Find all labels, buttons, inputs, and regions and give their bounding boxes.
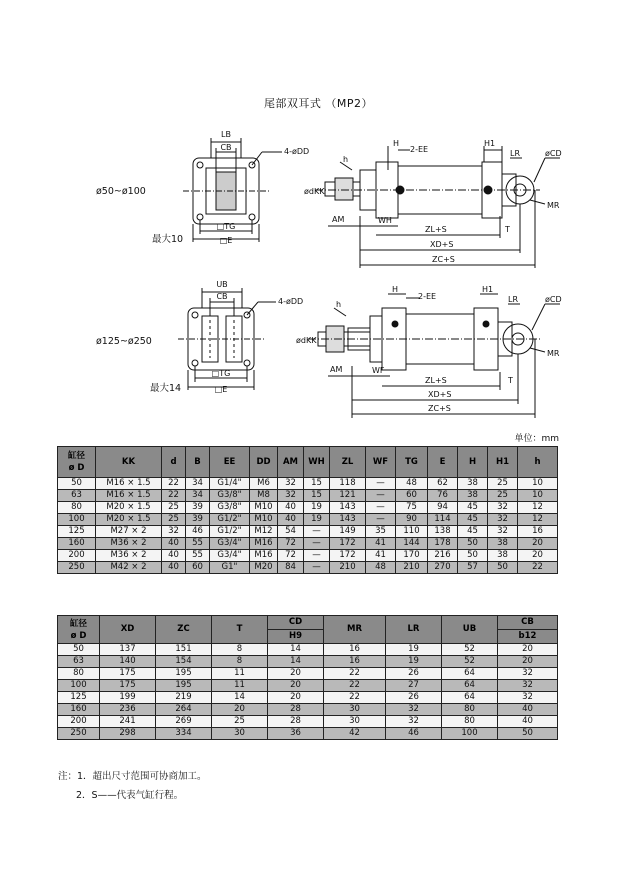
label-lb: LB: [221, 130, 231, 139]
table-cell: 30: [212, 728, 268, 740]
table-cell: 38: [458, 478, 488, 490]
table-cell: 50: [458, 538, 488, 550]
table2-header: LR: [386, 616, 442, 644]
table-cell: 48: [396, 478, 428, 490]
table-cell: —: [304, 538, 330, 550]
table-cell: 100: [442, 728, 498, 740]
table-cell: 38: [458, 490, 488, 502]
table-cell: 63: [58, 656, 100, 668]
table-cell: G1/2": [210, 514, 250, 526]
table-row: [58, 728, 558, 740]
table-cell: 178: [428, 538, 458, 550]
table1-header: ZL: [330, 447, 366, 478]
label-lr-2: LR: [508, 295, 519, 304]
rod-nut-1: [335, 178, 353, 200]
table-cell: 264: [156, 704, 212, 716]
table-cell: G3/4": [210, 538, 250, 550]
label-kk-1: KK: [314, 187, 325, 196]
table-cell: —: [366, 478, 396, 490]
table-cell: 199: [100, 692, 156, 704]
label-h1-1: H1: [484, 139, 496, 148]
table-cell: 42: [324, 728, 386, 740]
table-cell: 19: [304, 514, 330, 526]
note-1: 注：1．超出尺寸范围可协商加工。: [58, 771, 207, 782]
table-cell: 80: [442, 716, 498, 728]
table1-header: h: [518, 447, 558, 478]
table2-header: CB: [498, 616, 558, 630]
table-cell: 41: [366, 538, 396, 550]
table-cell: 50: [488, 562, 518, 574]
table-cell: 32: [488, 514, 518, 526]
table-cell: M16: [250, 550, 278, 562]
table-cell: 40: [162, 538, 186, 550]
table-row: [58, 716, 558, 728]
table-cell: 35: [366, 526, 396, 538]
table-cell: 32: [386, 716, 442, 728]
table-cell: 36: [268, 728, 324, 740]
table-cell: 55: [186, 538, 210, 550]
table-cell: M42 × 2: [96, 562, 162, 574]
table-cell: M27 × 2: [96, 526, 162, 538]
table-cell: 170: [396, 550, 428, 562]
table-cell: 39: [186, 502, 210, 514]
dimension-table-2: [57, 615, 558, 740]
label-t-1: T: [505, 225, 510, 234]
label-h-small-1: h: [343, 155, 349, 164]
table-cell: M20 × 1.5: [96, 514, 162, 526]
table-row: [58, 656, 558, 668]
table-cell: 55: [186, 550, 210, 562]
table-cell: 94: [428, 502, 458, 514]
table-cell: 22: [518, 562, 558, 574]
table-cell: 32: [386, 704, 442, 716]
table-cell: 20: [212, 704, 268, 716]
table-cell: 39: [186, 514, 210, 526]
table-cell: M36 × 2: [96, 550, 162, 562]
table-row: [58, 502, 558, 514]
table-cell: 137: [100, 644, 156, 656]
table-cell: 50: [58, 478, 96, 490]
label-cd-1: øCD: [545, 149, 562, 158]
label-tg-2: □TG: [211, 369, 231, 378]
table-cell: 334: [156, 728, 212, 740]
table-cell: 160: [58, 538, 96, 550]
page-title: 尾部双耳式 （MP2）: [263, 97, 374, 110]
label-cd-2: øCD: [545, 295, 562, 304]
table-cell: —: [304, 550, 330, 562]
table-cell: 118: [330, 478, 366, 490]
table-cell: 45: [458, 526, 488, 538]
label-zc-2: ZC+S: [428, 404, 451, 413]
table-row: [58, 478, 558, 490]
table-cell: 121: [330, 490, 366, 502]
table-cell: 22: [162, 490, 186, 502]
label-mr-1: MR: [547, 201, 560, 210]
table-cell: 20: [268, 680, 324, 692]
table1-header: H: [458, 447, 488, 478]
table-cell: 216: [428, 550, 458, 562]
table-cell: 64: [442, 680, 498, 692]
table-cell: 25: [488, 490, 518, 502]
table-cell: 80: [442, 704, 498, 716]
table-cell: 64: [442, 668, 498, 680]
table-cell: 20: [518, 550, 558, 562]
table-cell: 11: [212, 668, 268, 680]
label-d-1: ød: [304, 187, 314, 196]
table-cell: 200: [58, 550, 96, 562]
table-cell: 16: [518, 526, 558, 538]
table-cell: 80: [58, 502, 96, 514]
max-label-2: 最大14: [150, 383, 182, 394]
table-cell: 27: [386, 680, 442, 692]
table-cell: 32: [278, 490, 304, 502]
table1-header: B: [186, 447, 210, 478]
table-cell: 62: [428, 478, 458, 490]
table-cell: 90: [396, 514, 428, 526]
table1-header: TG: [396, 447, 428, 478]
label-zc-1: ZC+S: [432, 255, 455, 264]
table-cell: M16 × 1.5: [96, 478, 162, 490]
label-h-2: H: [392, 285, 399, 294]
table-cell: M20: [250, 562, 278, 574]
table-cell: 143: [330, 514, 366, 526]
table1-header: WF: [366, 447, 396, 478]
label-wh-1: WH: [378, 216, 392, 225]
table-cell: 20: [498, 656, 558, 668]
table-cell: M10: [250, 514, 278, 526]
table-cell: 45: [458, 502, 488, 514]
table-cell: 20: [268, 692, 324, 704]
label-cb: CB: [220, 143, 232, 152]
table-cell: 40: [278, 514, 304, 526]
label-e-2: □E: [214, 385, 228, 394]
table1-header-row: [58, 447, 558, 478]
table-cell: 48: [366, 562, 396, 574]
table-cell: 15: [304, 478, 330, 490]
table-cell: 100: [58, 680, 100, 692]
table-cell: 32: [278, 478, 304, 490]
table-cell: 41: [366, 550, 396, 562]
table-cell: 8: [212, 644, 268, 656]
table-cell: 15: [304, 490, 330, 502]
table-cell: 38: [488, 538, 518, 550]
label-cb-2: CB: [216, 292, 228, 301]
table-cell: 151: [156, 644, 212, 656]
table-cell: 52: [442, 644, 498, 656]
table-cell: 54: [278, 526, 304, 538]
table2-header-bore: 缸径 ø D: [58, 616, 100, 644]
table-cell: 30: [324, 716, 386, 728]
label-zl-1: ZL+S: [425, 225, 447, 234]
table-cell: 34: [186, 478, 210, 490]
table-cell: 25: [488, 478, 518, 490]
label-lr-1: LR: [510, 149, 521, 158]
table-cell: 10: [518, 478, 558, 490]
side-view-2: [308, 294, 560, 418]
table-cell: 16: [324, 644, 386, 656]
table-cell: —: [366, 490, 396, 502]
table-cell: 50: [458, 550, 488, 562]
table-cell: G1": [210, 562, 250, 574]
unit-label: 单位：mm: [514, 434, 559, 444]
table-cell: 236: [100, 704, 156, 716]
table-cell: 72: [278, 550, 304, 562]
table-cell: G1/4": [210, 478, 250, 490]
table-cell: 80: [58, 668, 100, 680]
table2-header: UB: [442, 616, 498, 644]
table-cell: 19: [386, 644, 442, 656]
table-cell: 22: [162, 478, 186, 490]
table-cell: 25: [212, 716, 268, 728]
table-cell: 40: [498, 716, 558, 728]
table-row: [58, 526, 558, 538]
table-cell: —: [366, 502, 396, 514]
notes: [58, 767, 207, 805]
label-zl-2: ZL+S: [425, 376, 447, 385]
max-label-1: 最大10: [152, 234, 184, 245]
table1-header: EE: [210, 447, 250, 478]
label-h1-2: H1: [482, 285, 494, 294]
table-row: [58, 704, 558, 716]
table-cell: 200: [58, 716, 100, 728]
table-cell: 28: [268, 704, 324, 716]
table-cell: 40: [162, 562, 186, 574]
label-tg: □TG: [216, 222, 236, 231]
label-xd-1: XD+S: [430, 240, 454, 249]
table-row: [58, 680, 558, 692]
table-cell: 40: [498, 704, 558, 716]
table-cell: 20: [268, 668, 324, 680]
table-cell: 22: [324, 692, 386, 704]
table-cell: 28: [268, 716, 324, 728]
table-cell: 20: [498, 644, 558, 656]
table-row: [58, 538, 558, 550]
table-cell: 40: [162, 550, 186, 562]
table-cell: 64: [442, 692, 498, 704]
table2-header-row-1: [58, 616, 558, 630]
table-cell: G3/8": [210, 502, 250, 514]
range-label-1: ø50~ø100: [96, 186, 146, 197]
table-cell: 40: [278, 502, 304, 514]
cylinder-drawings-svg: [0, 110, 637, 430]
table-cell: M8: [250, 490, 278, 502]
table2-header: CD: [268, 616, 324, 630]
label-am-2: AM: [330, 365, 343, 374]
table-cell: M16 × 1.5: [96, 490, 162, 502]
table-cell: 72: [278, 538, 304, 550]
table2-header-sub: b12: [498, 630, 558, 644]
table-cell: 46: [186, 526, 210, 538]
table-cell: 250: [58, 728, 100, 740]
table-cell: 30: [324, 704, 386, 716]
table-cell: G3/4": [210, 550, 250, 562]
table-cell: 144: [396, 538, 428, 550]
table-cell: 149: [330, 526, 366, 538]
label-h-1: H: [393, 139, 400, 148]
table2-header: MR: [324, 616, 386, 644]
table-cell: 19: [386, 656, 442, 668]
table-cell: —: [366, 514, 396, 526]
bolt-hole-1c: [197, 214, 203, 220]
label-kk-2: KK: [306, 336, 317, 345]
table-cell: 22: [324, 680, 386, 692]
table-cell: M16: [250, 538, 278, 550]
table-cell: M6: [250, 478, 278, 490]
table1-header-bore: 缸径 ø D: [58, 447, 96, 478]
table-cell: 25: [162, 514, 186, 526]
table-cell: 10: [518, 490, 558, 502]
range-label-2: ø125~ø250: [96, 336, 152, 347]
table-cell: 210: [330, 562, 366, 574]
table-cell: 172: [330, 550, 366, 562]
table-cell: 75: [396, 502, 428, 514]
table-cell: M20 × 1.5: [96, 502, 162, 514]
table-cell: 32: [498, 692, 558, 704]
table-cell: 100: [58, 514, 96, 526]
table-cell: 8: [212, 656, 268, 668]
table1-header: DD: [250, 447, 278, 478]
table-cell: 140: [100, 656, 156, 668]
table-cell: 125: [58, 692, 100, 704]
table-cell: 210: [396, 562, 428, 574]
table-cell: 172: [330, 538, 366, 550]
table-cell: 175: [100, 680, 156, 692]
dimension-table-1: [57, 446, 558, 574]
table-cell: 38: [488, 550, 518, 562]
table-cell: 19: [304, 502, 330, 514]
table-cell: —: [304, 526, 330, 538]
table-cell: 26: [386, 692, 442, 704]
table-cell: 12: [518, 502, 558, 514]
label-ub-2: UB: [216, 280, 228, 289]
table-cell: 60: [186, 562, 210, 574]
table-cell: 175: [100, 668, 156, 680]
table-cell: M10: [250, 502, 278, 514]
table-cell: 22: [324, 668, 386, 680]
table-cell: 76: [428, 490, 458, 502]
table-cell: 46: [386, 728, 442, 740]
table-cell: G3/8": [210, 490, 250, 502]
table-cell: 14: [212, 692, 268, 704]
table-cell: 195: [156, 680, 212, 692]
technical-drawings: [0, 110, 637, 430]
table-cell: 270: [428, 562, 458, 574]
table1-header: H1: [488, 447, 518, 478]
table-cell: 160: [58, 704, 100, 716]
label-am-1: AM: [332, 215, 345, 224]
table-cell: 14: [268, 656, 324, 668]
label-h-small-2: h: [336, 300, 342, 309]
table-cell: M36 × 2: [96, 538, 162, 550]
table2-header-sub: H9: [268, 630, 324, 644]
table-cell: 269: [156, 716, 212, 728]
table-cell: 154: [156, 656, 212, 668]
table-cell: 219: [156, 692, 212, 704]
table2-header: T: [212, 616, 268, 644]
table-cell: 50: [498, 728, 558, 740]
table-row: [58, 562, 558, 574]
label-ee-1: 2-EE: [410, 145, 429, 154]
label-e: □E: [219, 236, 233, 245]
table-cell: M12: [250, 526, 278, 538]
label-mr-2: MR: [547, 349, 560, 358]
table2-header: ZC: [156, 616, 212, 644]
table-cell: 143: [330, 502, 366, 514]
table-cell: 110: [396, 526, 428, 538]
table-row: [58, 668, 558, 680]
table-cell: 34: [186, 490, 210, 502]
table-cell: 50: [58, 644, 100, 656]
table-cell: 125: [58, 526, 96, 538]
table-cell: 57: [458, 562, 488, 574]
table-cell: 32: [498, 680, 558, 692]
table-cell: 32: [162, 526, 186, 538]
table-cell: 32: [498, 668, 558, 680]
table-cell: 32: [488, 526, 518, 538]
table-cell: 25: [162, 502, 186, 514]
table-cell: 45: [458, 514, 488, 526]
label-d-2: ød: [296, 336, 306, 345]
table-cell: 16: [324, 656, 386, 668]
label-xd-2: XD+S: [428, 390, 452, 399]
table-cell: 26: [386, 668, 442, 680]
table-cell: 298: [100, 728, 156, 740]
side-view-1: [315, 146, 560, 268]
label-ee-2: 2-EE: [418, 292, 437, 301]
label-dd: 4-øDD: [284, 147, 310, 156]
table-cell: 12: [518, 514, 558, 526]
table-cell: 14: [268, 644, 324, 656]
table-row: [58, 490, 558, 502]
table-cell: 114: [428, 514, 458, 526]
table1-header: E: [428, 447, 458, 478]
label-dd-2: 4-øDD: [278, 297, 304, 306]
table1-header: WH: [304, 447, 330, 478]
table-cell: 60: [396, 490, 428, 502]
table-row: [58, 550, 558, 562]
table-row: [58, 514, 558, 526]
label-t-2: T: [508, 376, 513, 385]
table-cell: —: [304, 562, 330, 574]
table2-header: XD: [100, 616, 156, 644]
table-cell: 250: [58, 562, 96, 574]
table-row: [58, 692, 558, 704]
table-cell: 20: [518, 538, 558, 550]
bolt-hole-1d: [249, 214, 255, 220]
table-cell: 241: [100, 716, 156, 728]
table-cell: 138: [428, 526, 458, 538]
label-wf-2: WF: [372, 366, 385, 375]
table-cell: 195: [156, 668, 212, 680]
table-cell: 63: [58, 490, 96, 502]
table-cell: 32: [488, 502, 518, 514]
table1-header: KK: [96, 447, 162, 478]
bolt-hole-1a: [197, 162, 203, 168]
table-cell: 11: [212, 680, 268, 692]
note-2: 2．S——代表气缸行程。: [76, 790, 184, 801]
table-row: [58, 644, 558, 656]
table1-header: AM: [278, 447, 304, 478]
table-cell: 52: [442, 656, 498, 668]
table-cell: G1/2": [210, 526, 250, 538]
table-cell: 84: [278, 562, 304, 574]
table1-header: d: [162, 447, 186, 478]
